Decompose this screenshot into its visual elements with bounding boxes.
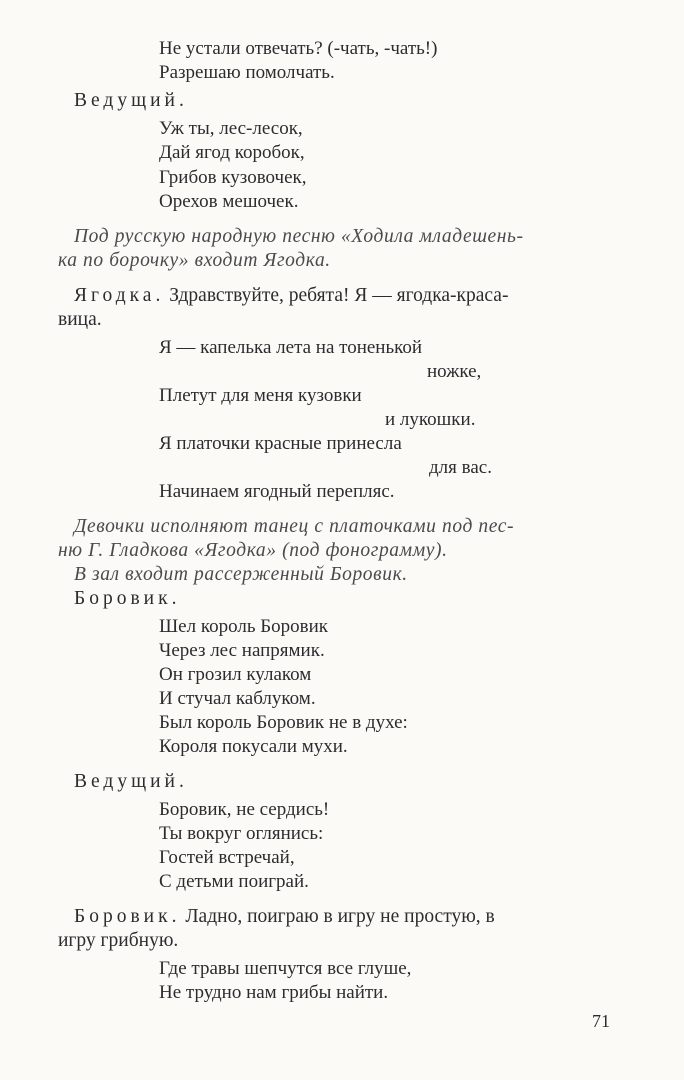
verse-line: Разрешаю помолчать.	[159, 62, 335, 83]
verse-line: Я платочки красные принесла	[159, 433, 402, 454]
verse-line: Орехов мешочек.	[159, 191, 299, 212]
speaker-name: Ведущий.	[74, 771, 188, 792]
dialogue-line: вица.	[58, 309, 102, 330]
page-number: 71	[592, 1011, 610, 1031]
verse-line: Не трудно нам грибы найти.	[159, 982, 389, 1003]
dialogue-line: игру грибную.	[58, 930, 179, 951]
verse-line: Ты вокруг оглянись:	[159, 823, 324, 844]
verse-line: Через лес напрямик.	[159, 640, 325, 661]
verse-line: Плетут для меня кузовки	[159, 385, 362, 406]
verse-line: Гостей встречай,	[159, 847, 295, 868]
verse-line: Не устали отвечать? (-чать, -чать!)	[159, 38, 438, 59]
verse-line: Где травы шепчутся все глуше,	[159, 958, 412, 979]
verse-line: Короля покусали мухи.	[159, 736, 348, 757]
dialogue-text: Здравствуйте, ребята! Я — ягодка-краса-	[169, 285, 509, 306]
stage-direction: Девочки исполняют танец с платочками под пес-	[74, 516, 515, 537]
verse-line: Уж ты, лес-лесок,	[159, 118, 303, 139]
speaker-name: Боровик.	[74, 906, 181, 927]
dialogue-line	[74, 284, 508, 308]
verse-line: ножке,	[427, 361, 482, 382]
verse-line: Был король Боровик не в духе:	[159, 712, 408, 733]
verse-line: Я — капелька лета на тоненькой	[159, 337, 423, 358]
stage-direction: ню Г. Гладкова «Ягодка» (под фонограмму).	[58, 540, 448, 561]
verse-line: Начинаем ягодный перепляс.	[159, 481, 395, 502]
verse-line: С детьми поиграй.	[159, 871, 309, 892]
verse-line: Дай ягод коробок,	[159, 142, 305, 163]
dialogue-text: Ладно, поиграю в игру не простую, в	[185, 906, 495, 927]
verse-line: и лукошки.	[385, 409, 476, 430]
verse-line: Грибов кузовочек,	[159, 167, 307, 188]
stage-direction: Под русскую народную песню «Ходила младешень-	[74, 226, 524, 247]
verse-line: Боровик, не сердись!	[159, 799, 330, 820]
verse-line: для вас.	[429, 457, 492, 478]
verse-line: И стучал каблуком.	[159, 688, 316, 709]
speaker-name: Ведущий.	[74, 90, 188, 111]
speaker-name: Ягодка.	[74, 285, 165, 306]
dialogue-line	[74, 905, 495, 929]
verse-line: Он грозил кулаком	[159, 664, 312, 685]
stage-direction: В зал входит рассерженный Боровик.	[74, 564, 408, 585]
verse-line: Шел король Боровик	[159, 616, 329, 637]
speaker-name: Боровик.	[74, 588, 181, 609]
stage-direction: ка по борочку» входит Ягодка.	[58, 250, 331, 271]
